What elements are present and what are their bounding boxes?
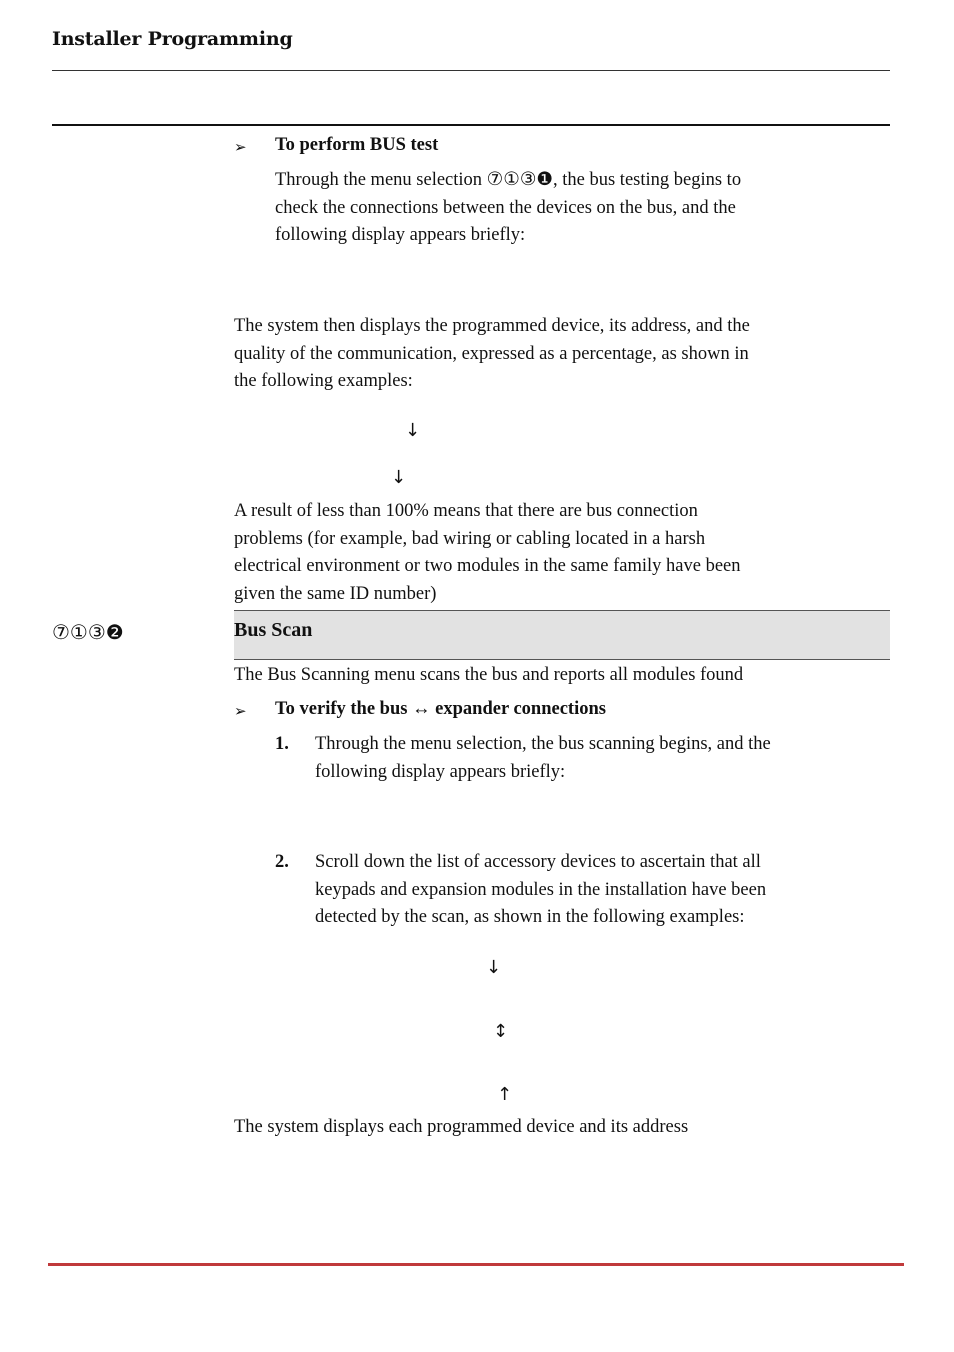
text-line: electrical environment or two modules in the same family have been (234, 556, 741, 576)
bus-scan-intro: The Bus Scanning menu scans the bus and reports all modules found (234, 665, 744, 685)
text-line: keypads and expansion modules in the installation have been (315, 879, 767, 900)
down-arrow-icon: ↓ (486, 957, 502, 978)
bus-test-paragraph-2 (234, 313, 750, 396)
up-down-arrow-icon: ↕ (493, 1021, 509, 1042)
bus-scan-closing: The system displays each programmed device and its address (234, 1117, 689, 1137)
text-line: A result of less than 100% means that there are bus connection (234, 501, 698, 521)
bus-test-heading: To perform BUS test (275, 135, 439, 155)
bus-test-paragraph-1 (275, 167, 741, 250)
text-line: quality of the communication, expressed as a percentage, as shown in (234, 343, 749, 364)
page-header-title: Installer Programming (52, 28, 293, 50)
text-line: Scroll down the list of accessory devices to ascertain that all (315, 852, 761, 872)
text-line: Through the menu selection ⑦①③❶, the bus testing begins to (275, 170, 742, 190)
bus-test-paragraph-3 (234, 498, 741, 608)
section-top-rule (52, 124, 890, 126)
text-line: detected by the scan, as shown in the following examples: (315, 907, 745, 927)
bullet-arrow-icon: ➢ (234, 702, 247, 720)
text-line: problems (for example, bad wiring or cabling located in a harsh (234, 528, 706, 549)
text-line: The system then displays the programmed device, its address, and the (234, 316, 750, 336)
bullet-arrow-icon: ➢ (234, 138, 247, 156)
text-line: following display appears briefly: (315, 761, 566, 782)
down-arrow-icon: ↓ (405, 420, 421, 441)
bus-scan-title: Bus Scan (234, 619, 313, 641)
step-number: 1. (275, 734, 289, 754)
down-arrow-icon: ↓ (391, 467, 407, 488)
bus-scan-heading: To verify the bus ↔ expander connections (275, 699, 606, 719)
text-line: Through the menu selection, the bus scanning begins, and the (315, 734, 771, 754)
step-1-text (315, 731, 771, 786)
step-2-text (315, 849, 766, 932)
header-divider (52, 70, 890, 71)
section-title-bar (234, 610, 890, 660)
text-line: the following examples: (234, 371, 413, 391)
text-line: given the same ID number) (234, 583, 437, 604)
text-line: check the connections between the devices on the bus, and the (275, 197, 736, 218)
bus-scan-menu-code: ⑦①③❷ (52, 620, 124, 644)
text-line: following display appears briefly: (275, 225, 526, 245)
footer-rule (48, 1263, 904, 1266)
up-arrow-icon: ↑ (497, 1084, 513, 1105)
step-number: 2. (275, 852, 289, 872)
